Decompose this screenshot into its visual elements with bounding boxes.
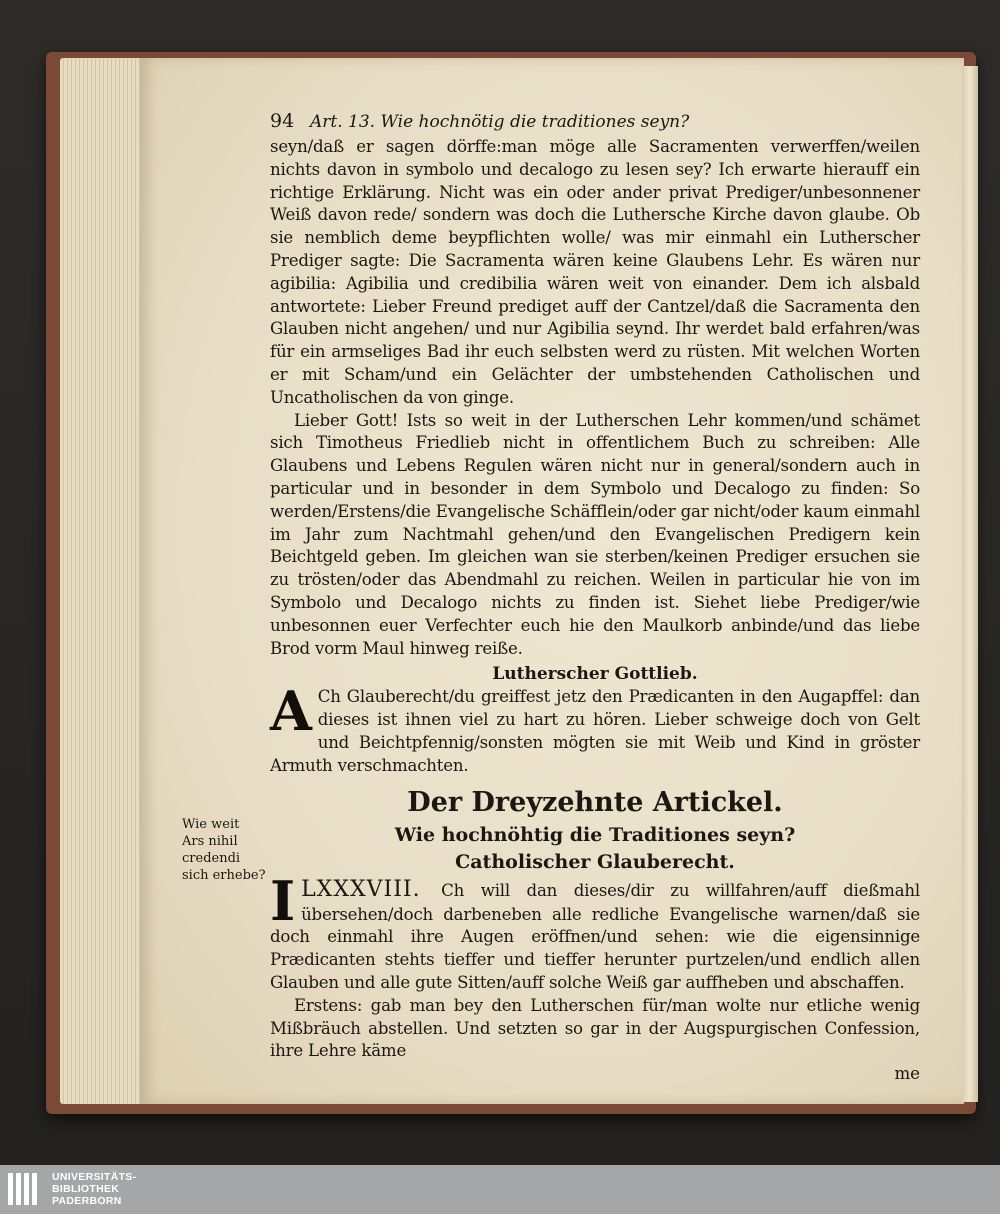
marginal-note [182,816,272,884]
dropcap-i: I [270,868,296,933]
library-name [52,1171,136,1207]
section-title: Der Dreyzehnte Artickel. [407,786,783,818]
library-name-line: BIBLIOTHEK [52,1183,120,1195]
right-page-edge [962,66,978,1102]
paragraph-lieber-gott: Lieber Gott! Ists so weit in der Lutherschen Lehr kommen/und schämet sich Timotheus Friedlieb nicht in offentlichem Buch zu schreiben: Alle Glaubens und Lebens Regulen wären nicht nur in general/sondern auch in particular und in besonder in dem Symbolo und Decalogo zu finden: So werden/Erstens/die Evangelische Schäfflein/oder gar nicht/oder kaum einmahl im Jahr zum Nachtmahl gehen/und den Evangelischen Predigern kein Beichtgeld geben. Im gleichen wan sie sterben/keinen Prediger ersuchen sie zu trösten/oder das Abendmahl zu reichen. Weilen in particular hie von im Symbolo und Decalogo nichts zu finden ist. Siehet liebe Prediger/wie unbesonnen euer Verfechter euch hie den Maulkorb anbinde/und das liebe Brod vorm Maul hinweg reiße. [270,410,920,658]
marginal-line: sich erhebe? [182,868,266,883]
page-number: 94 [270,110,295,132]
section-numeral: LXXXVIII. [301,876,421,902]
marginal-line: Ars nihil [182,834,238,849]
library-name-line: PADERBORN [52,1195,122,1207]
paragraph-gottlieb-text: Ch Glauberecht/du greiffest jetz den Prædicanten in den Augapffel: dan dieses ist ihnen viel zu hart zu hören. Lieber schweige doch von Gelt und Beichtpfennig/sonsten mögten sie mit Weib und Kind in gröster Armuth verschmachten. [270,687,920,775]
library-name-line: UNIVERSITÄTS- [52,1171,137,1183]
speaker-gottlieb: Lutherscher Gottlieb. [492,664,698,685]
paragraph-erstens: Erstens: gab man bey den Lutherschen für/man wolte nur etliche wenig Mißbräuch abstellen. Und setzten so gar in der Augspurgischen Confession, ihre Lehre käme [270,995,920,1061]
paragraph-gottlieb [270,679,920,777]
paragraph-glauberecht-text: Ch will dan dieses/dir zu willfahren/auff dießmahl übersehen/doch darbeneben alle redliche Evangelische warnen/daß sie doch einmahl ihre Augen eröffnen/und sehen: wie die eigensinnige Prædicanten stehts tieffer und tieffer herunter purtzelen/und endlich allen Glauben und alle gute Sitten/auff solche Weiß gar auffheben und abschaffen. [270,880,920,992]
paragraph-glauberecht [270,868,920,995]
library-logo-icon [8,1173,44,1205]
running-head-line [270,110,920,136]
running-head: Art. 13. Wie hochnötig die traditiones seyn? [310,112,690,132]
page-text [270,110,920,1085]
marginal-line: credendi [182,851,241,866]
section-subtitle: Wie hochnöhtig die Traditiones seyn? [394,823,796,846]
catchword: me [894,1064,920,1084]
marginal-line: Wie weit [182,817,240,832]
dropcap-a: A [270,679,312,744]
footer-bar [0,1165,1000,1214]
paragraph-sacraments: seyn/daß er sagen dörffe:man möge alle Sacramenten verwerffen/weilen nichts davon in symbolo und decalogo zu lesen sey? Ich erwarte hierauff ein richtige Erklärung. Nicht was ein oder ander privat Prediger/unbesonnener Weiß davon rede/ sondern was doch die Luthersche Kirche davon glaube. Ob sie nemblich deme beypflichten wolle/ was mir einmahl ein Lutherscher Prediger sagte: Die Sacramenta wären keine Glaubens Lehr. Es wären nur agibilia: Agibilia und credibilia wären weit von einander. Dem ich alsbald antwortete: Lieber Freund prediget auff der Cantzel/daß die Sacramenta den Glauben nicht angehen/ und nur Agibilia seynd. Ihr werdet bald erfahren/was für ein armseliges Bad ihr euch selbsten werd zu rüsten. Mit welchen Worten er mit Scham/und ein Gelächter der umbstehenden Catholischen und Uncatholischen da von ginge. [270,137,920,407]
speaker-glauberecht: Catholischer Glauberecht. [455,850,735,873]
